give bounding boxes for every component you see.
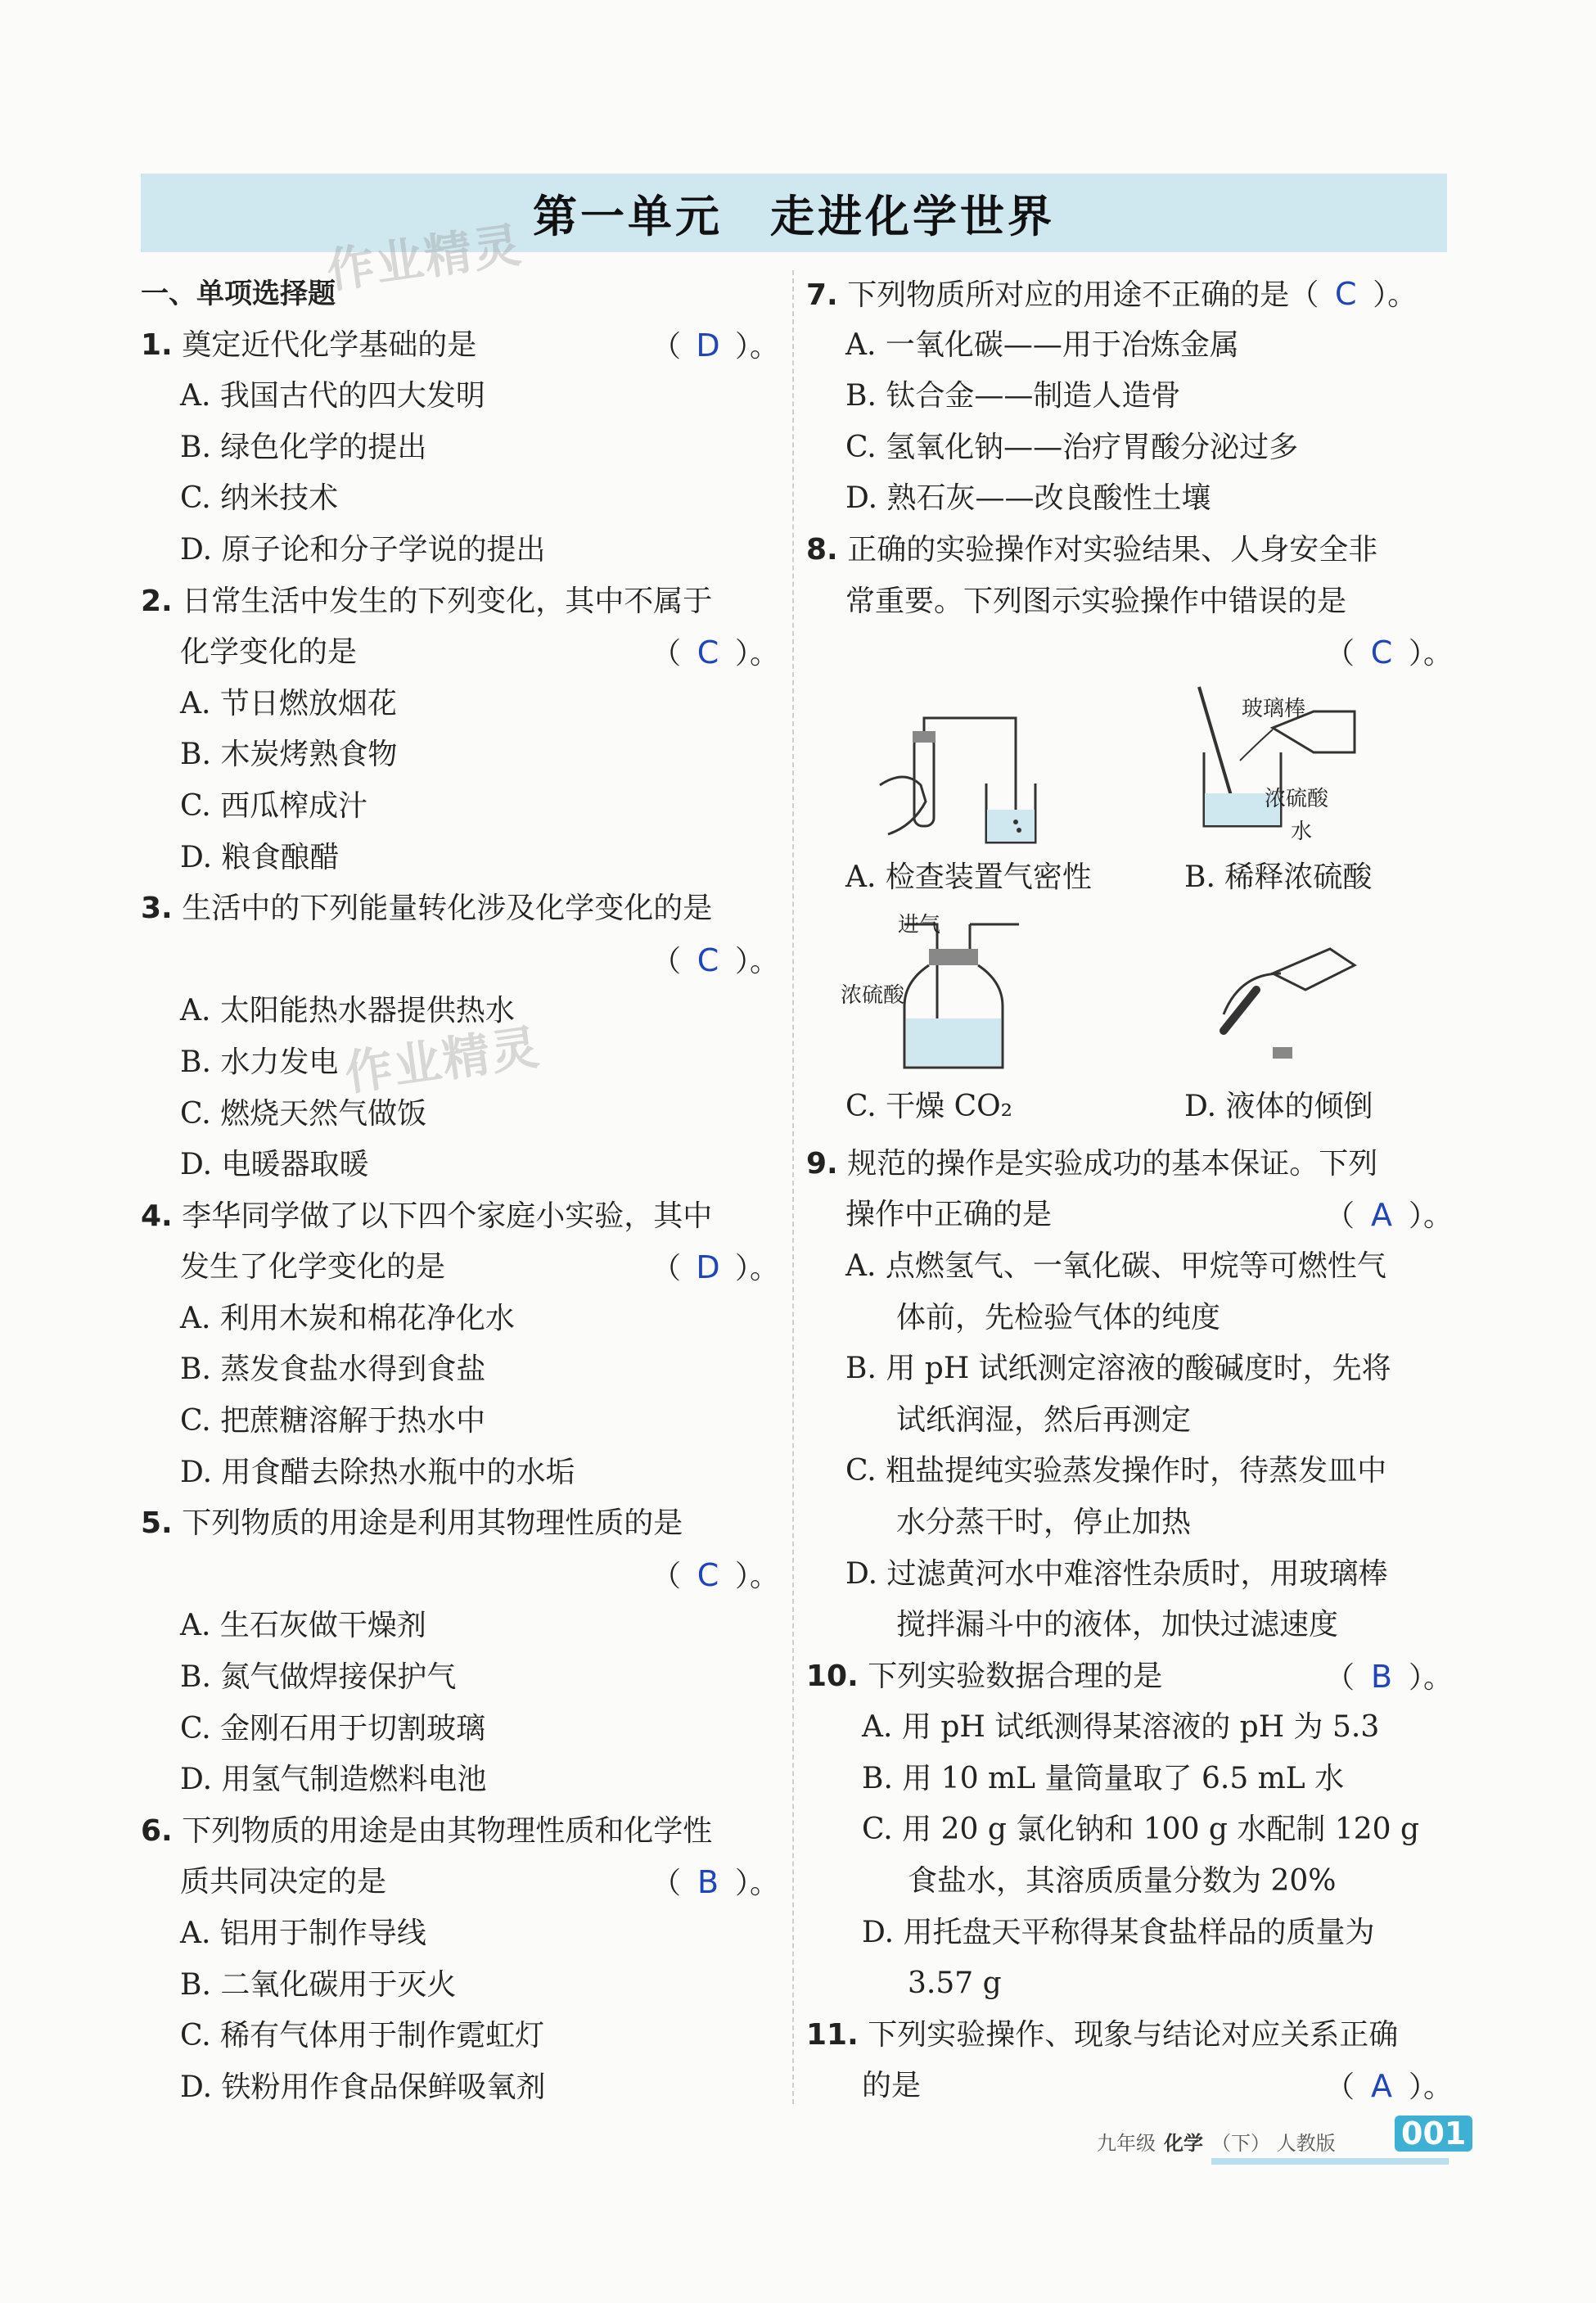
left-column [141, 269, 779, 2113]
option: B. 蒸发食盐水得到食盐 [180, 1352, 486, 1387]
option: A. 我国古代的四大发明 [180, 379, 485, 413]
right-column [806, 269, 1453, 2112]
answer: （ C ）。 [651, 942, 779, 978]
option: B. 二氧化碳用于灭火 [180, 1967, 457, 2002]
answer: （ B ）。 [651, 1864, 779, 1901]
option: D. 铁粉用作食品保鲜吸氧剂 [180, 2070, 546, 2104]
option: A. 一氧化碳——用于冶炼金属 [845, 327, 1239, 362]
watermark: 作业精灵 [323, 216, 526, 300]
answer: （ C ）。 [651, 1556, 779, 1593]
option: D. 过滤黄河水中难溶性杂质时，用玻璃棒 [845, 1556, 1388, 1591]
option-cont: 体前，先检验气体的纯度 [896, 1300, 1221, 1334]
option-cont: 试纸润湿，然后再测定 [896, 1402, 1192, 1437]
label-acid-c: 浓硫酸 [841, 982, 905, 1008]
option-cont: 3.57 g [908, 1967, 1002, 2001]
option: C. 稀有气体用于制作霓虹灯 [180, 2019, 545, 2053]
experiment-figures [806, 679, 1453, 1139]
answer: （ D ）。 [651, 1249, 779, 1286]
option: B. 木炭烤熟食物 [180, 738, 398, 772]
question-4-cont: 发生了化学变化的是 （ D ）。 [141, 1242, 779, 1294]
question-6-cont: 质共同决定的是 （ B ）。 [141, 1857, 779, 1908]
option: D. 用食醋去除热水瓶中的水垢 [180, 1455, 575, 1489]
option: B. 绿色化学的提出 [180, 430, 427, 464]
option: B. 氮气做焊接保护气 [180, 1660, 457, 1695]
question-8: 8. 正确的实验操作对实验结果、人身安全非 [806, 532, 1378, 567]
option: A. 铝用于制作导线 [180, 1917, 426, 1950]
option: C. 西瓜榨成汁 [180, 788, 368, 823]
option: C. 把蔗糖溶解于热水中 [180, 1404, 486, 1438]
figure-pouring [1207, 924, 1371, 1063]
answer-line [141, 935, 779, 987]
question-8-cont: 常重要。下列图示实验操作中错误的是 [845, 584, 1347, 618]
option: D. 用托盘天平称得某食盐样品的质量为 [862, 1915, 1375, 1949]
option: D. 用氢气制造燃料电池 [180, 1763, 487, 1797]
label-water: 水 [1291, 819, 1313, 844]
option: C. 金刚石用于切割玻璃 [180, 1711, 486, 1745]
watermark: 作业精灵 [341, 1018, 544, 1102]
question-4: 4. 李华同学做了以下四个家庭小实验，其中 [141, 1199, 713, 1233]
answer-line [141, 1550, 779, 1601]
option: C. 纳米技术 [180, 481, 339, 516]
option: A. 用 pH 试纸测得某溶液的 pH 为 5.3 [862, 1710, 1380, 1745]
footer-bar [1211, 2158, 1449, 2165]
label-rod: 玻璃棒 [1242, 696, 1306, 721]
question-11-cont: 的是 （ A ）。 [806, 2061, 1453, 2112]
option-cont: 食盐水，其溶质质量分数为 20% [908, 1864, 1337, 1899]
option: D. 原子论和分子学说的提出 [180, 532, 546, 567]
question-1: 1. 奠定近代化学基础的是 （ D ）。 [141, 320, 779, 372]
option-cont: 水分蒸干时，停止加热 [896, 1505, 1192, 1539]
question-2: 2. 日常生活中发生的下列变化，其中不属于 [141, 584, 713, 618]
answer-line [806, 627, 1453, 679]
option-cont: 搅拌漏斗中的液体，加快过滤速度 [896, 1608, 1339, 1642]
option: B. 水力发电 [180, 1045, 339, 1079]
question-3: 3. 生活中的下列能量转化涉及化学变化的是 [141, 892, 713, 926]
column-divider [792, 270, 794, 2104]
option: A. 生石灰做干燥剂 [180, 1609, 426, 1643]
question-11: 11. 下列实验操作、现象与结论对应关系正确 [806, 2017, 1399, 2052]
page-footer [1097, 2116, 1467, 2165]
question-7: 7. 下列物质所对应的用途不正确的是（ C ）。 [806, 276, 1418, 312]
option: C. 用 20 g 氯化钠和 100 g 水配制 120 g [862, 1813, 1420, 1847]
section-heading: 一、单项选择题 [141, 278, 336, 310]
question-9: 9. 规范的操作是实验成功的基本保证。下列 [806, 1146, 1378, 1181]
figure-airtightness [872, 711, 1052, 859]
caption-c: C. 干燥 CO₂ [845, 1089, 1013, 1123]
book-info: 九年级 化学 （下） 人教版 [1097, 2132, 1336, 2155]
option: B. 用 pH 试纸测定溶液的酸碱度时，先将 [845, 1352, 1391, 1386]
caption-d: D. 液体的倾倒 [1184, 1089, 1373, 1123]
option: A. 太阳能热水器提供热水 [180, 994, 515, 1028]
answer: （ C ）。 [1324, 634, 1453, 671]
answer: （ C ）。 [651, 634, 779, 671]
caption-a: A. 检查装置气密性 [845, 860, 1092, 894]
caption-b: B. 稀释浓硫酸 [1184, 860, 1373, 894]
option: C. 粗盐提纯实验蒸发操作时，待蒸发皿中 [845, 1454, 1387, 1488]
page-number: 001 [1395, 2116, 1472, 2152]
option: C. 燃烧天然气做饭 [180, 1096, 427, 1131]
question-5: 5. 下列物质的用途是利用其物理性质的是 [141, 1506, 683, 1541]
option: A. 节日燃放烟花 [180, 686, 397, 720]
answer: （ A ）。 [1324, 1197, 1453, 1234]
label-acid: 浓硫酸 [1265, 786, 1329, 811]
answer: （ A ）。 [1324, 2068, 1453, 2105]
option: C. 氢氧化钠——治疗胃酸分泌过多 [845, 430, 1299, 464]
option: D. 熟石灰——改良酸性土壤 [845, 481, 1211, 516]
option: D. 电暖器取暖 [180, 1148, 369, 1182]
question-2-cont: 化学变化的是 （ C ）。 [141, 627, 779, 679]
label-gas-in: 进气 [898, 912, 941, 937]
option: D. 粮食酿醋 [180, 840, 340, 874]
question-9-cont: 操作中正确的是 （ A ）。 [806, 1190, 1453, 1241]
option: B. 用 10 mL 量筒量取了 6.5 mL 水 [862, 1761, 1345, 1795]
unit-title: 第一单元 走进化学世界 [533, 191, 1055, 242]
question-10: 10. 下列实验数据合理的是 （ B ）。 [806, 1651, 1453, 1703]
option: A. 点燃氢气、一氧化碳、甲烷等可燃性气 [845, 1249, 1386, 1283]
question-6: 6. 下列物质的用途是由其物理性质和化学性 [141, 1813, 713, 1848]
option: A. 利用木炭和棉花净化水 [180, 1301, 515, 1335]
option: B. 钛合金——制造人造骨 [845, 379, 1181, 413]
answer: （ B ）。 [1324, 1658, 1453, 1695]
answer: （ D ）。 [651, 327, 779, 364]
